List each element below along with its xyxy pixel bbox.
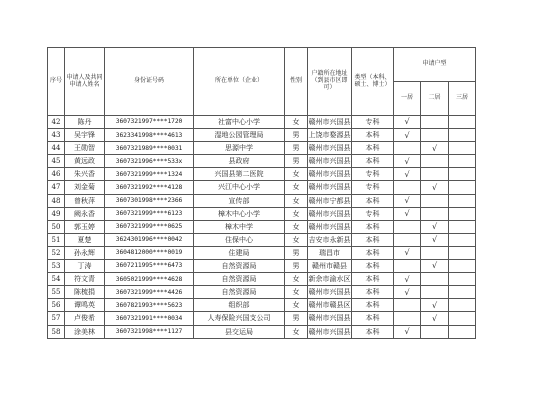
cell-unit: 自然资源局	[194, 273, 285, 286]
cell-seq: 56	[48, 299, 65, 312]
cell-room1	[394, 207, 421, 220]
cell-id-number: 3607321999****4426	[105, 286, 194, 299]
header-room2: 二居	[421, 82, 449, 116]
check-mark: √	[404, 196, 410, 206]
cell-room3	[449, 220, 476, 233]
cell-type: 本科	[352, 273, 394, 286]
cell-type: 本科	[352, 194, 394, 207]
cell-gender: 男	[285, 312, 308, 325]
cell-name: 符文青	[65, 273, 105, 286]
cell-name: 夏楚	[65, 233, 105, 246]
cell-id-number: 3607321999****6123	[105, 207, 194, 220]
check-mark: √	[431, 300, 438, 310]
table-row	[48, 312, 476, 325]
cell-seq: 42	[48, 116, 65, 129]
cell-id-number: 3623341998****4613	[105, 129, 194, 142]
cell-type: 专科	[352, 168, 394, 181]
cell-name: 卢俊希	[65, 312, 105, 325]
table-row	[48, 142, 476, 155]
cell-name: 郭玉婷	[65, 220, 105, 233]
cell-hukou: 赣州市兴国县	[308, 181, 352, 194]
cell-room3	[449, 233, 476, 246]
check-mark: √	[404, 326, 410, 336]
cell-seq: 46	[48, 168, 65, 181]
cell-hukou: 上饶市婺源县	[308, 129, 352, 142]
cell-id-number: 3604812000****0019	[105, 246, 194, 259]
cell-name: 陈丹	[65, 116, 105, 129]
cell-unit: 思源中学	[194, 142, 285, 155]
cell-room2	[421, 220, 449, 233]
cell-id-number: 3607321989****0031	[105, 142, 194, 155]
cell-unit: 自然资源局	[194, 286, 285, 299]
header-type: 类型（本科、硕士、博士）	[352, 48, 394, 116]
cell-room2	[421, 207, 449, 220]
check-mark: √	[431, 261, 438, 271]
cell-id-number: 3607321992****4128	[105, 181, 194, 194]
cell-gender: 女	[285, 116, 308, 129]
cell-room1	[394, 155, 421, 168]
cell-unit: 樟木中学	[194, 220, 285, 233]
header-room1: 一居	[394, 82, 421, 116]
check-mark: √	[404, 287, 410, 297]
cell-name: 涂美林	[65, 325, 105, 338]
cell-room2	[421, 260, 449, 273]
cell-hukou: 赣州市兴国县	[308, 142, 352, 155]
cell-seq: 49	[48, 207, 65, 220]
cell-gender: 女	[285, 325, 308, 338]
cell-seq: 45	[48, 155, 65, 168]
cell-hukou: 赣州市兴国县	[308, 312, 352, 325]
cell-type: 本科	[352, 220, 394, 233]
cell-name: 阙永香	[65, 207, 105, 220]
table-row	[48, 325, 476, 338]
cell-name: 刘金菊	[65, 181, 105, 194]
cell-room3	[449, 325, 476, 338]
cell-name: 王勋智	[65, 142, 105, 155]
cell-seq: 58	[48, 325, 65, 338]
cell-unit: 樟木中心小学	[194, 207, 285, 220]
table-row	[48, 181, 476, 194]
cell-name: 朱兴香	[65, 168, 105, 181]
cell-type: 专科	[352, 181, 394, 194]
header-gender: 性别	[285, 48, 308, 116]
cell-gender: 女	[285, 286, 308, 299]
cell-type: 本科	[352, 246, 394, 259]
cell-room2	[421, 142, 449, 155]
cell-room2	[421, 312, 449, 325]
cell-room2	[421, 246, 449, 259]
cell-room3	[449, 246, 476, 259]
cell-hukou: 赣州市兴国县	[308, 116, 352, 129]
cell-room3	[449, 194, 476, 207]
cell-room3	[449, 181, 476, 194]
cell-type: 本科	[352, 312, 394, 325]
cell-unit: 组织部	[194, 299, 285, 312]
cell-id-number: 3607321997****1720	[105, 116, 194, 129]
cell-unit: 兴国县第二医院	[194, 168, 285, 181]
cell-id-number: 3607321999****1324	[105, 168, 194, 181]
table-body	[48, 116, 476, 339]
cell-type: 本科	[352, 299, 394, 312]
cell-gender: 女	[285, 233, 308, 246]
cell-hukou: 赣州市兴国县	[308, 207, 352, 220]
check-mark: √	[431, 182, 438, 192]
check-mark: √	[404, 156, 410, 166]
check-mark: √	[404, 274, 410, 284]
cell-room1	[394, 194, 421, 207]
cell-unit: 自然资源局	[194, 260, 285, 273]
cell-gender: 男	[285, 246, 308, 259]
table-row	[48, 299, 476, 312]
cell-hukou: 赣州市宁都县	[308, 194, 352, 207]
cell-gender: 女	[285, 299, 308, 312]
housing-application-table	[47, 47, 476, 339]
check-mark: √	[431, 222, 438, 232]
table-row	[48, 246, 476, 259]
cell-room2	[421, 325, 449, 338]
cell-unit: 住建局	[194, 246, 285, 259]
check-mark: √	[404, 130, 410, 140]
table-row	[48, 168, 476, 181]
cell-unit: 湿地公园管理局	[194, 129, 285, 142]
cell-seq: 47	[48, 181, 65, 194]
cell-room3	[449, 207, 476, 220]
cell-room1	[394, 273, 421, 286]
cell-gender: 女	[285, 273, 308, 286]
cell-room3	[449, 142, 476, 155]
cell-id-number: 3607321996****533x	[105, 155, 194, 168]
cell-id-number: 3607301998****2366	[105, 194, 194, 207]
cell-seq: 43	[48, 129, 65, 142]
cell-room3	[449, 116, 476, 129]
cell-gender: 女	[285, 168, 308, 181]
cell-room3	[449, 168, 476, 181]
header-room3: 三居	[449, 82, 476, 116]
cell-room3	[449, 299, 476, 312]
header-unit: 所在单位（企业）	[194, 48, 285, 116]
cell-room3	[449, 155, 476, 168]
cell-gender: 男	[285, 142, 308, 155]
check-mark: √	[404, 248, 410, 258]
cell-room1	[394, 181, 421, 194]
cell-gender: 男	[285, 260, 308, 273]
cell-room2	[421, 168, 449, 181]
check-mark: √	[431, 143, 438, 153]
cell-gender: 男	[285, 155, 308, 168]
cell-unit: 县交运局	[194, 325, 285, 338]
cell-name: 谭鸣英	[65, 299, 105, 312]
header-house-type: 申请户型	[394, 48, 476, 82]
cell-hukou: 新余市渝水区	[308, 273, 352, 286]
table-row	[48, 194, 476, 207]
cell-hukou: 瑞昌市	[308, 246, 352, 259]
cell-room2	[421, 116, 449, 129]
table-row	[48, 220, 476, 233]
cell-name: 黄远政	[65, 155, 105, 168]
cell-id-number: 3607211995****6473	[105, 260, 194, 273]
cell-id-number: 3607821993****5623	[105, 299, 194, 312]
cell-room3	[449, 260, 476, 273]
cell-gender: 男	[285, 129, 308, 142]
cell-room1	[394, 260, 421, 273]
table-row	[48, 155, 476, 168]
check-mark: √	[404, 169, 410, 179]
table-row	[48, 286, 476, 299]
cell-room1	[394, 116, 421, 129]
cell-type: 本科	[352, 325, 394, 338]
cell-hukou: 赣州市兴国县	[308, 220, 352, 233]
check-mark: √	[404, 117, 410, 127]
cell-unit: 宣传部	[194, 194, 285, 207]
cell-hukou: 赣州市兴国县	[308, 286, 352, 299]
table-row	[48, 207, 476, 220]
cell-room1	[394, 325, 421, 338]
cell-unit: 兴江中心小学	[194, 181, 285, 194]
cell-name: 孙永辉	[65, 246, 105, 259]
table-header	[48, 48, 476, 116]
cell-hukou: 赣州市兴国县	[308, 325, 352, 338]
cell-gender: 女	[285, 194, 308, 207]
cell-unit: 住保中心	[194, 233, 285, 246]
cell-name: 丁涛	[65, 260, 105, 273]
cell-name: 曾秋萍	[65, 194, 105, 207]
cell-room3	[449, 273, 476, 286]
cell-room3	[449, 286, 476, 299]
cell-type: 本科	[352, 142, 394, 155]
header-name: 申请人及共同申请人姓名	[65, 48, 105, 116]
cell-type: 本科	[352, 286, 394, 299]
cell-room1	[394, 168, 421, 181]
cell-type: 本科	[352, 155, 394, 168]
header-id: 身份证号码	[105, 48, 194, 116]
check-mark: √	[404, 209, 410, 219]
cell-name: 陈梳捐	[65, 286, 105, 299]
header-seq: 序号	[48, 48, 65, 116]
header-hukou: 户籍所在地址（到县市区即可）	[308, 48, 352, 116]
cell-room2	[421, 233, 449, 246]
cell-gender: 女	[285, 220, 308, 233]
cell-type: 专科	[352, 207, 394, 220]
table-row	[48, 129, 476, 142]
cell-room1	[394, 246, 421, 259]
cell-room1	[394, 129, 421, 142]
cell-hukou: 赣州市兴国县	[308, 155, 352, 168]
cell-seq: 48	[48, 194, 65, 207]
cell-room2	[421, 129, 449, 142]
cell-room1	[394, 299, 421, 312]
cell-seq: 53	[48, 260, 65, 273]
cell-room1	[394, 220, 421, 233]
table-row	[48, 273, 476, 286]
cell-room3	[449, 312, 476, 325]
cell-unit: 社富中心小学	[194, 116, 285, 129]
cell-hukou: 赣州市兴国县	[308, 168, 352, 181]
cell-seq: 55	[48, 286, 65, 299]
cell-room1	[394, 286, 421, 299]
cell-room1	[394, 233, 421, 246]
cell-room2	[421, 286, 449, 299]
cell-type: 本科	[352, 260, 394, 273]
cell-id-number: 3607321998****1127	[105, 325, 194, 338]
table-row	[48, 260, 476, 273]
cell-room2	[421, 299, 449, 312]
cell-gender: 女	[285, 207, 308, 220]
cell-hukou: 赣州市赣县	[308, 260, 352, 273]
cell-seq: 44	[48, 142, 65, 155]
cell-seq: 54	[48, 273, 65, 286]
cell-gender: 女	[285, 181, 308, 194]
cell-hukou: 赣州市赣县区	[308, 299, 352, 312]
cell-seq: 51	[48, 233, 65, 246]
cell-seq: 50	[48, 220, 65, 233]
cell-room2	[421, 181, 449, 194]
cell-id-number: 3605021999****4628	[105, 273, 194, 286]
cell-id-number: 3624301996****0042	[105, 233, 194, 246]
table-row	[48, 116, 476, 129]
check-mark: √	[431, 313, 438, 323]
cell-room2	[421, 273, 449, 286]
cell-type: 本科	[352, 129, 394, 142]
cell-room1	[394, 142, 421, 155]
cell-id-number: 3607321991****0034	[105, 312, 194, 325]
cell-unit: 人寿保险兴国支公司	[194, 312, 285, 325]
cell-room2	[421, 155, 449, 168]
cell-id-number: 3607321999****0625	[105, 220, 194, 233]
table-row	[48, 233, 476, 246]
cell-seq: 57	[48, 312, 65, 325]
cell-room2	[421, 194, 449, 207]
cell-seq: 52	[48, 246, 65, 259]
cell-room1	[394, 312, 421, 325]
cell-type: 专科	[352, 116, 394, 129]
cell-unit: 县政府	[194, 155, 285, 168]
cell-type: 本科	[352, 233, 394, 246]
check-mark: √	[431, 235, 438, 245]
cell-room3	[449, 129, 476, 142]
cell-hukou: 吉安市永新县	[308, 233, 352, 246]
cell-name: 吴宇锋	[65, 129, 105, 142]
